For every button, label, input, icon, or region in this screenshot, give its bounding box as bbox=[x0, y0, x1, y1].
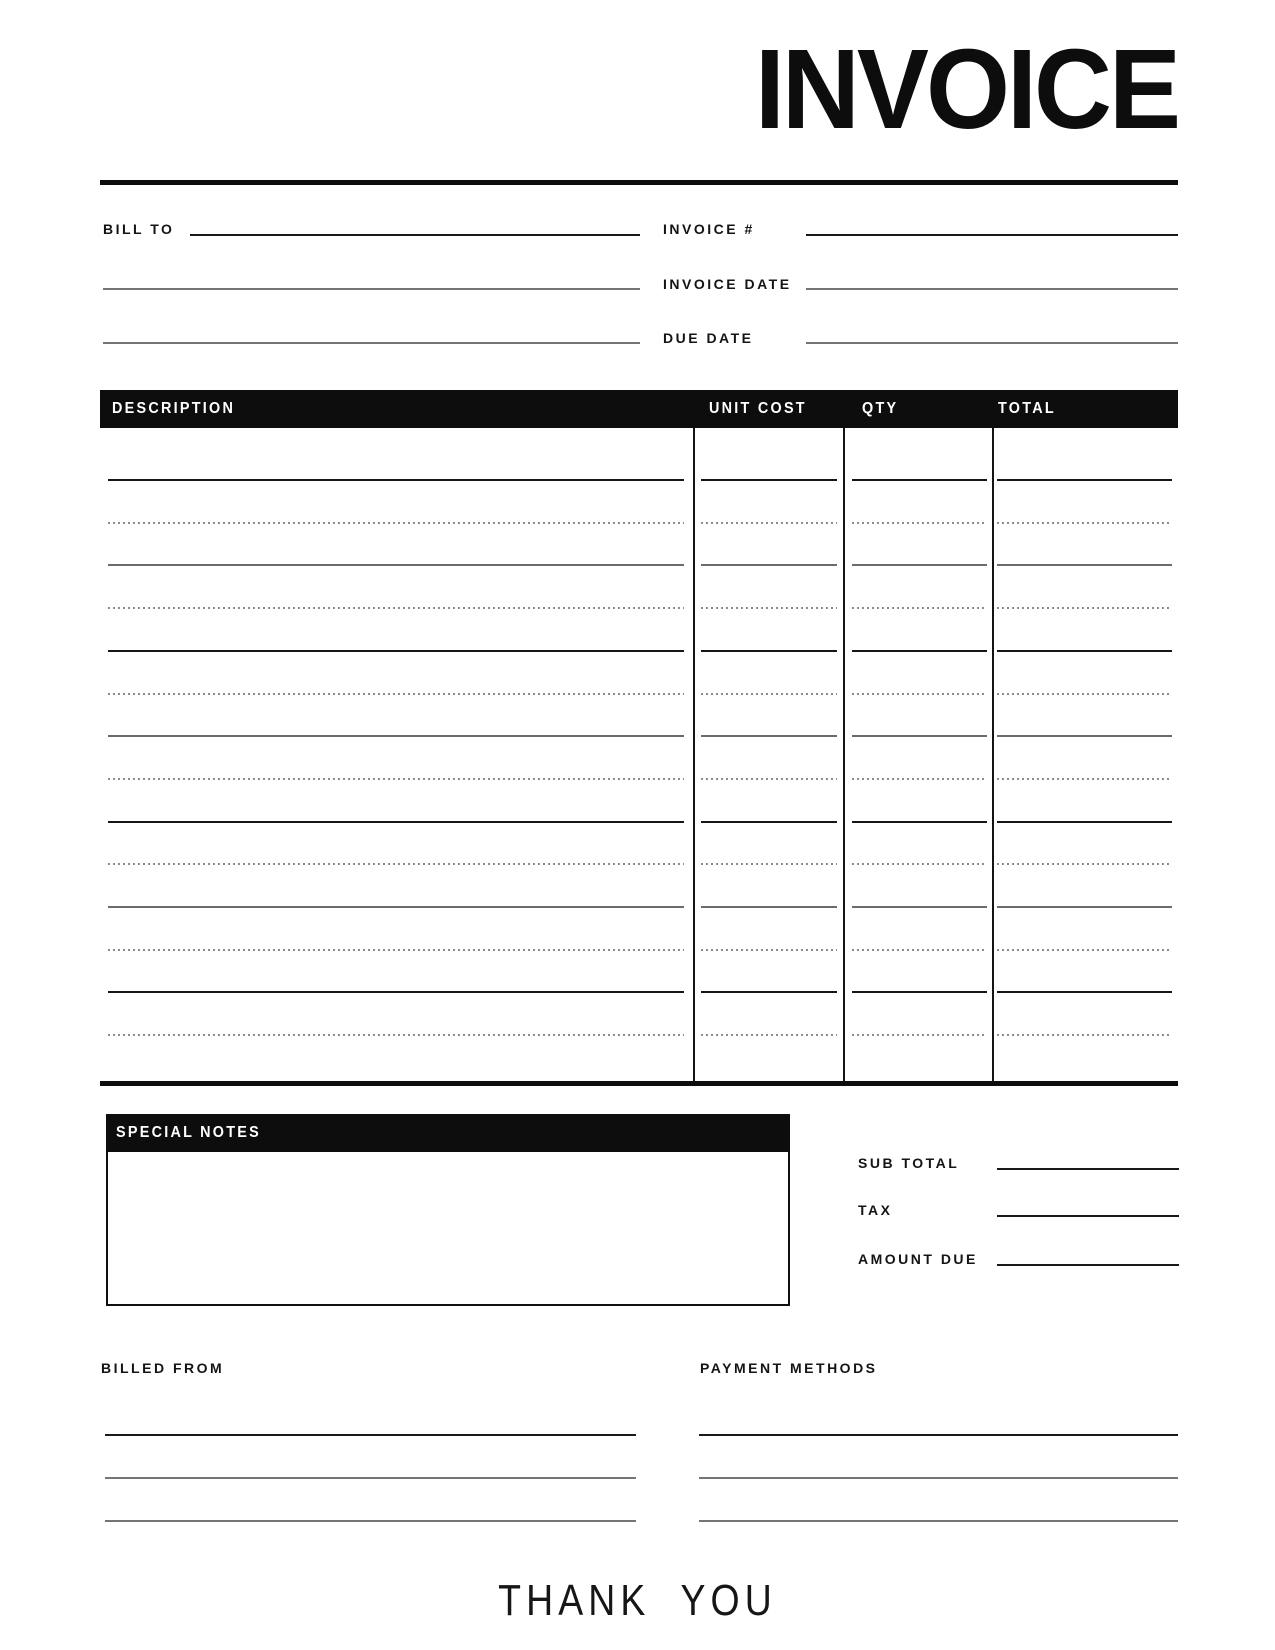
due-date-field[interactable] bbox=[806, 342, 1178, 344]
invoice-date-label: INVOICE DATE bbox=[663, 276, 792, 292]
item-row-line[interactable] bbox=[100, 863, 1178, 866]
billed-from-line-3[interactable] bbox=[105, 1520, 636, 1522]
item-row-line[interactable] bbox=[100, 479, 1178, 482]
bill-to-label: BILL TO bbox=[103, 221, 175, 237]
amount-due-label: AMOUNT DUE bbox=[858, 1251, 978, 1267]
item-row-line[interactable] bbox=[100, 650, 1178, 653]
table-bottom-rule bbox=[100, 1081, 1178, 1086]
header-divider-rule bbox=[100, 180, 1178, 185]
item-row-line[interactable] bbox=[100, 607, 1178, 610]
bill-to-line-2[interactable] bbox=[103, 288, 640, 290]
tax-field[interactable] bbox=[997, 1215, 1179, 1217]
due-date-label: DUE DATE bbox=[663, 330, 754, 346]
payment-methods-label: PAYMENT METHODS bbox=[700, 1360, 878, 1376]
bill-to-line-3[interactable] bbox=[103, 342, 640, 344]
special-notes-header bbox=[106, 1114, 790, 1152]
item-row-line[interactable] bbox=[100, 906, 1178, 909]
invoice-number-label: INVOICE # bbox=[663, 221, 755, 237]
tax-label: TAX bbox=[858, 1202, 893, 1218]
bill-to-line-1[interactable] bbox=[190, 234, 640, 236]
amount-due-field[interactable] bbox=[997, 1264, 1179, 1266]
item-row-line[interactable] bbox=[100, 1034, 1178, 1037]
column-header-qty: QTY bbox=[862, 400, 899, 417]
column-header-unit-cost: UNIT COST bbox=[709, 400, 807, 417]
special-notes-label: SPECIAL NOTES bbox=[116, 1124, 262, 1141]
item-row-line[interactable] bbox=[100, 693, 1178, 696]
items-table-header bbox=[100, 390, 1178, 428]
billed-from-line-1[interactable] bbox=[105, 1434, 636, 1436]
payment-methods-line-1[interactable] bbox=[699, 1434, 1178, 1436]
invoice-date-field[interactable] bbox=[806, 288, 1178, 290]
item-row-line[interactable] bbox=[100, 735, 1178, 738]
payment-methods-line-2[interactable] bbox=[699, 1477, 1178, 1479]
thank-you-text: THANK YOU bbox=[498, 1576, 777, 1625]
column-divider-unitcost-qty bbox=[843, 428, 845, 1081]
sub-total-label: SUB TOTAL bbox=[858, 1155, 960, 1171]
item-row-line[interactable] bbox=[100, 949, 1178, 952]
special-notes-box[interactable] bbox=[106, 1152, 790, 1306]
billed-from-line-2[interactable] bbox=[105, 1477, 636, 1479]
item-row-line[interactable] bbox=[100, 778, 1178, 781]
column-divider-qty-total bbox=[992, 428, 994, 1081]
invoice-number-field[interactable] bbox=[806, 234, 1178, 236]
item-row-line[interactable] bbox=[100, 821, 1178, 824]
column-divider-description-unitcost bbox=[693, 428, 695, 1081]
billed-from-label: BILLED FROM bbox=[101, 1360, 225, 1376]
item-row-line[interactable] bbox=[100, 991, 1178, 994]
page-title: INVOICE bbox=[754, 25, 1178, 153]
column-header-description: DESCRIPTION bbox=[112, 400, 236, 417]
item-row-line[interactable] bbox=[100, 522, 1178, 525]
payment-methods-line-3[interactable] bbox=[699, 1520, 1178, 1522]
item-row-line[interactable] bbox=[100, 564, 1178, 567]
sub-total-field[interactable] bbox=[997, 1168, 1179, 1170]
items-table-body bbox=[100, 428, 1178, 1081]
column-header-total: TOTAL bbox=[998, 400, 1056, 417]
